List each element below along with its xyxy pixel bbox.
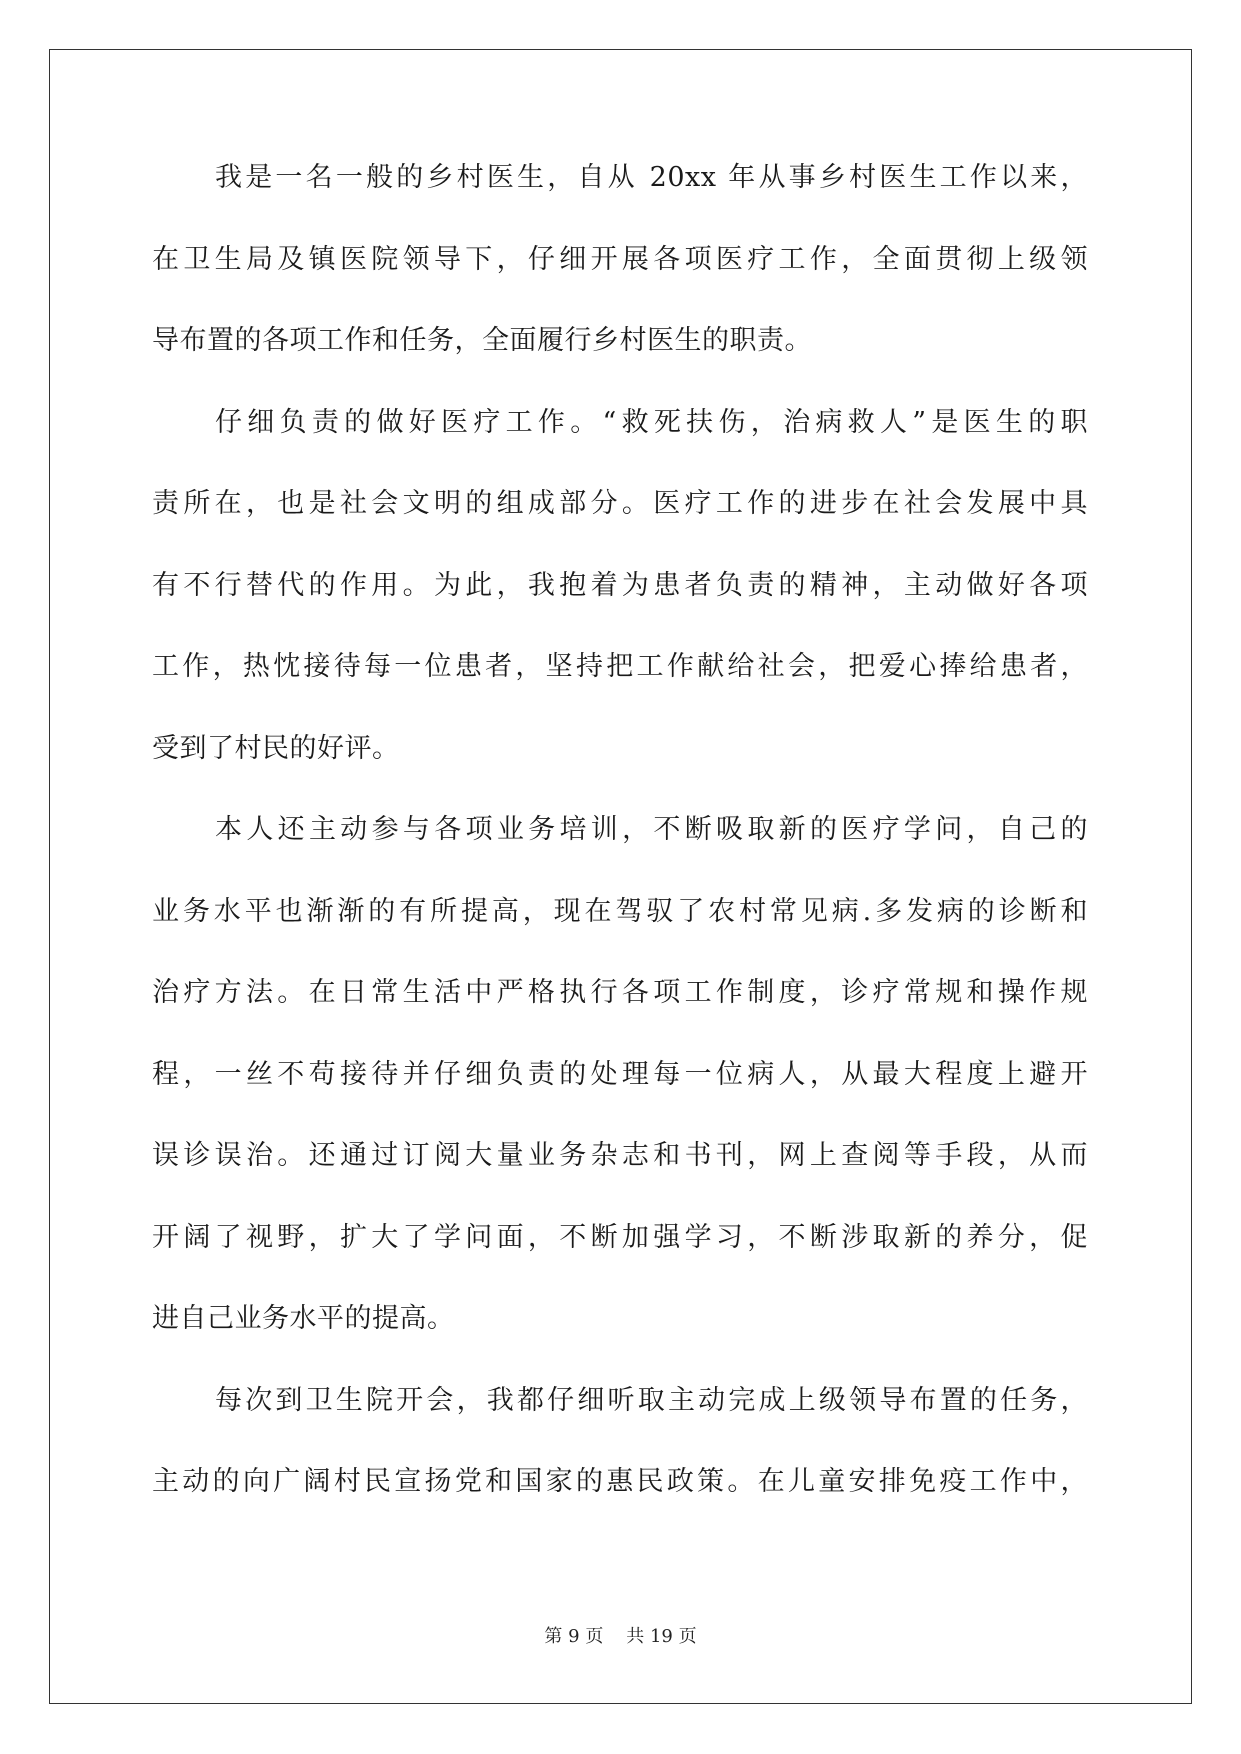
text-line: 工作，热忱接待每一位患者，坚持把工作献给社会，把爱心捧给患者，	[152, 651, 1088, 682]
text-line: 仔细负责的做好医疗工作。“救死扶伤，治病救人”是医生的职	[215, 406, 1088, 438]
text-line: 本人还主动参与各项业务培训，不断吸取新的医疗学问，自己的	[215, 814, 1088, 845]
page-footer	[0, 1622, 1241, 1648]
page-total: 共 19 页	[626, 1626, 697, 1647]
document-body	[152, 164, 1088, 1550]
text-line: 我是一名一般的乡村医生，自从 20xx 年从事乡村医生工作以来，	[215, 162, 1088, 193]
text-line: 责所在，也是社会文明的组成部分。医疗工作的进步在社会发展中具	[152, 488, 1088, 519]
page-number: 第 9 页	[544, 1626, 604, 1647]
text-line: 有不行替代的作用。为此，我抱着为患者负责的精神，主动做好各项	[152, 569, 1088, 601]
text-line: 程，一丝不苟接待并仔细负责的处理每一位病人，从最大程度上避开	[152, 1058, 1088, 1090]
text-line: 进自己业务水平的提高。	[152, 1303, 455, 1334]
text-line: 误诊误治。还通过订阅大量业务杂志和书刊，网上查阅等手段，从而	[152, 1140, 1088, 1171]
text-line: 治疗方法。在日常生活中严格执行各项工作制度，诊疗常规和操作规	[152, 977, 1088, 1008]
text-line: 业务水平也渐渐的有所提高，现在驾驭了农村常见病.多发病的诊断和	[152, 895, 1088, 927]
text-line: 每次到卫生院开会，我都仔细听取主动完成上级领导布置的任务，	[215, 1384, 1088, 1416]
text-line: 受到了村民的好评。	[152, 732, 400, 764]
text-line: 导布置的各项工作和任务，全面履行乡村医生的职责。	[152, 325, 812, 356]
text-line: 主动的向广阔村民宣扬党和国家的惠民政策。在儿童安排免疫工作中，	[152, 1466, 1088, 1497]
text-line: 开阔了视野，扩大了学问面，不断加强学习，不断涉取新的养分，促	[152, 1221, 1088, 1253]
text-line: 在卫生局及镇医院领导下，仔细开展各项医疗工作，全面贯彻上级领	[152, 243, 1088, 275]
